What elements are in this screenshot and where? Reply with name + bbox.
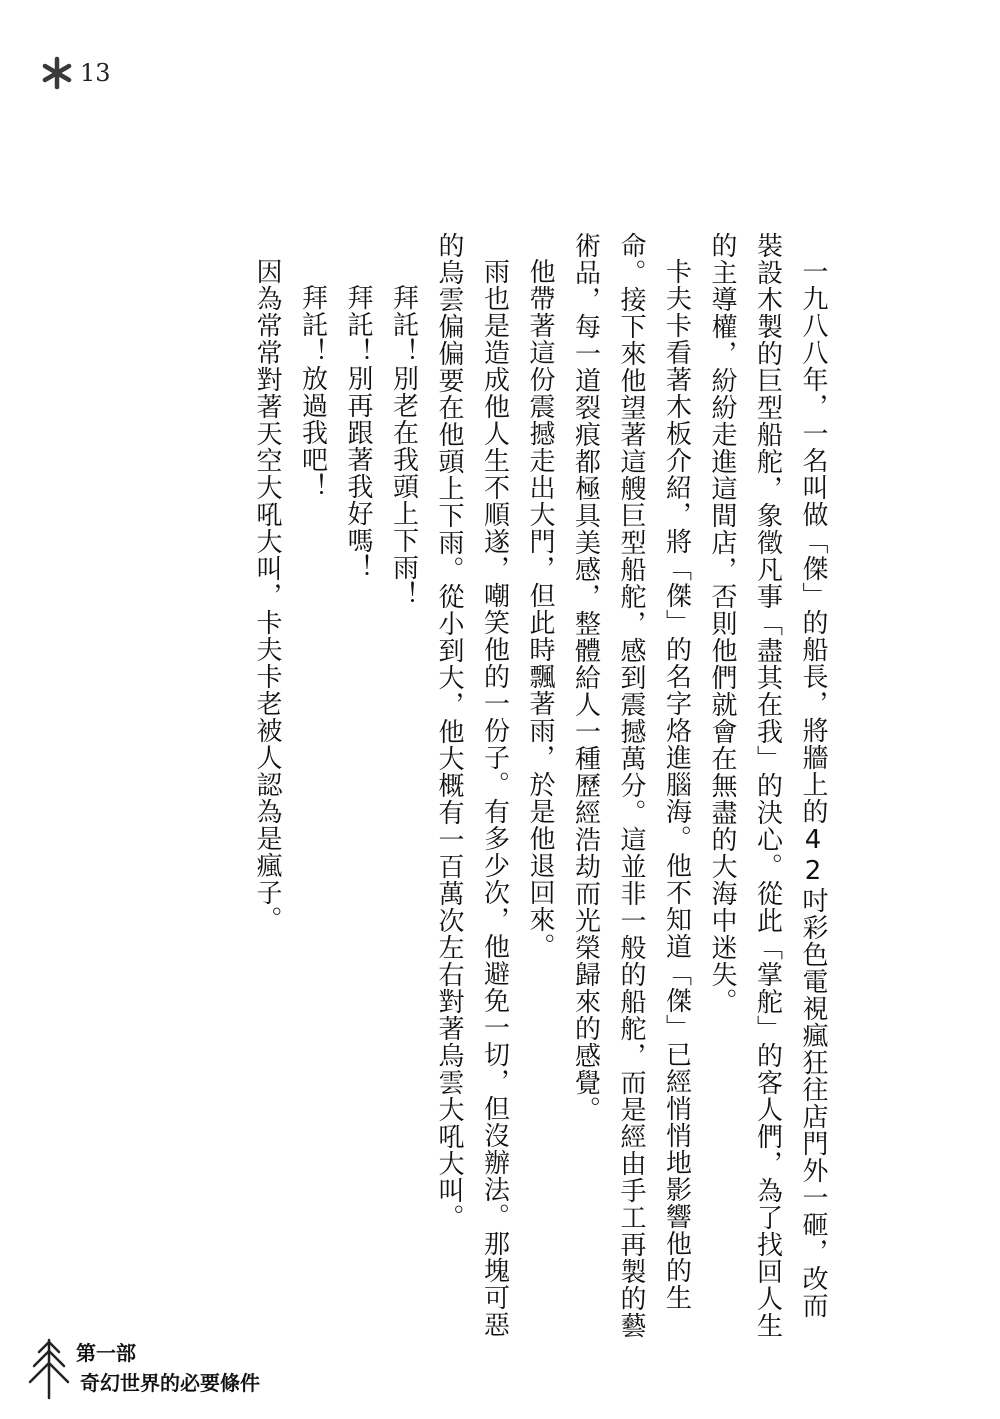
paragraph-1: 一九八八年，一名叫做「傑」的船長，將牆上的42吋彩色電視瘋狂往店門外一砸，改而裝設木製的巨型船舵，象徵凡事「盡其在我」的決心。從此「掌舵」的客人們，為了找回人生的主導權，紛紛走進這間店，否則他們就會在無盡的大海中迷失。 [707, 232, 828, 1339]
paragraph-4: 雨也是造成他人生不順遂，嘲笑他的一份子。有多少次，他避免一切，但沒辦法。那塊可惡的烏雲偏偏要在他頭上下雨。從小到大，他大概有一百萬次左右對著烏雲大吼大叫。 [434, 232, 510, 1338]
chapter-title-block [76, 1338, 260, 1398]
plea-line-2: 拜託！別再跟著我好嗎！ [343, 284, 373, 581]
vertical-body-text [244, 232, 836, 1342]
paragraph-3: 他帶著這份震撼走出大門，但此時飄著雨，於是他退回來。 [525, 258, 555, 960]
part-title: 奇幻世界的必要條件 [80, 1371, 260, 1395]
page-header [40, 56, 111, 90]
plea-line-3: 拜託！放過我吧！ [297, 284, 328, 500]
part-label: 第一部 [76, 1341, 136, 1365]
pine-tree-icon [28, 1338, 70, 1400]
page-number: 13 [80, 59, 111, 87]
paragraph-2: 卡夫卡看著木板介紹，將「傑」的名字烙進腦海。他不知道「傑」已經悄悄地影響他的生命。接下來他望著這艘巨型船舵，感到震撼萬分。這並非一般的船舵，而是經由手工再製的藝術品，每一道裂痕都極具美感，整體給人一種歷經浩劫而光榮歸來的感覺。 [570, 232, 692, 1339]
closing-paragraph: 因為常常對著天空大吼大叫，卡夫卡老被人認為是瘋子。 [252, 258, 282, 933]
plea-line-1: 拜託！別老在我頭上下雨！ [388, 284, 419, 608]
asterisk-star-icon [40, 56, 74, 90]
chapter-footer [28, 1338, 260, 1400]
